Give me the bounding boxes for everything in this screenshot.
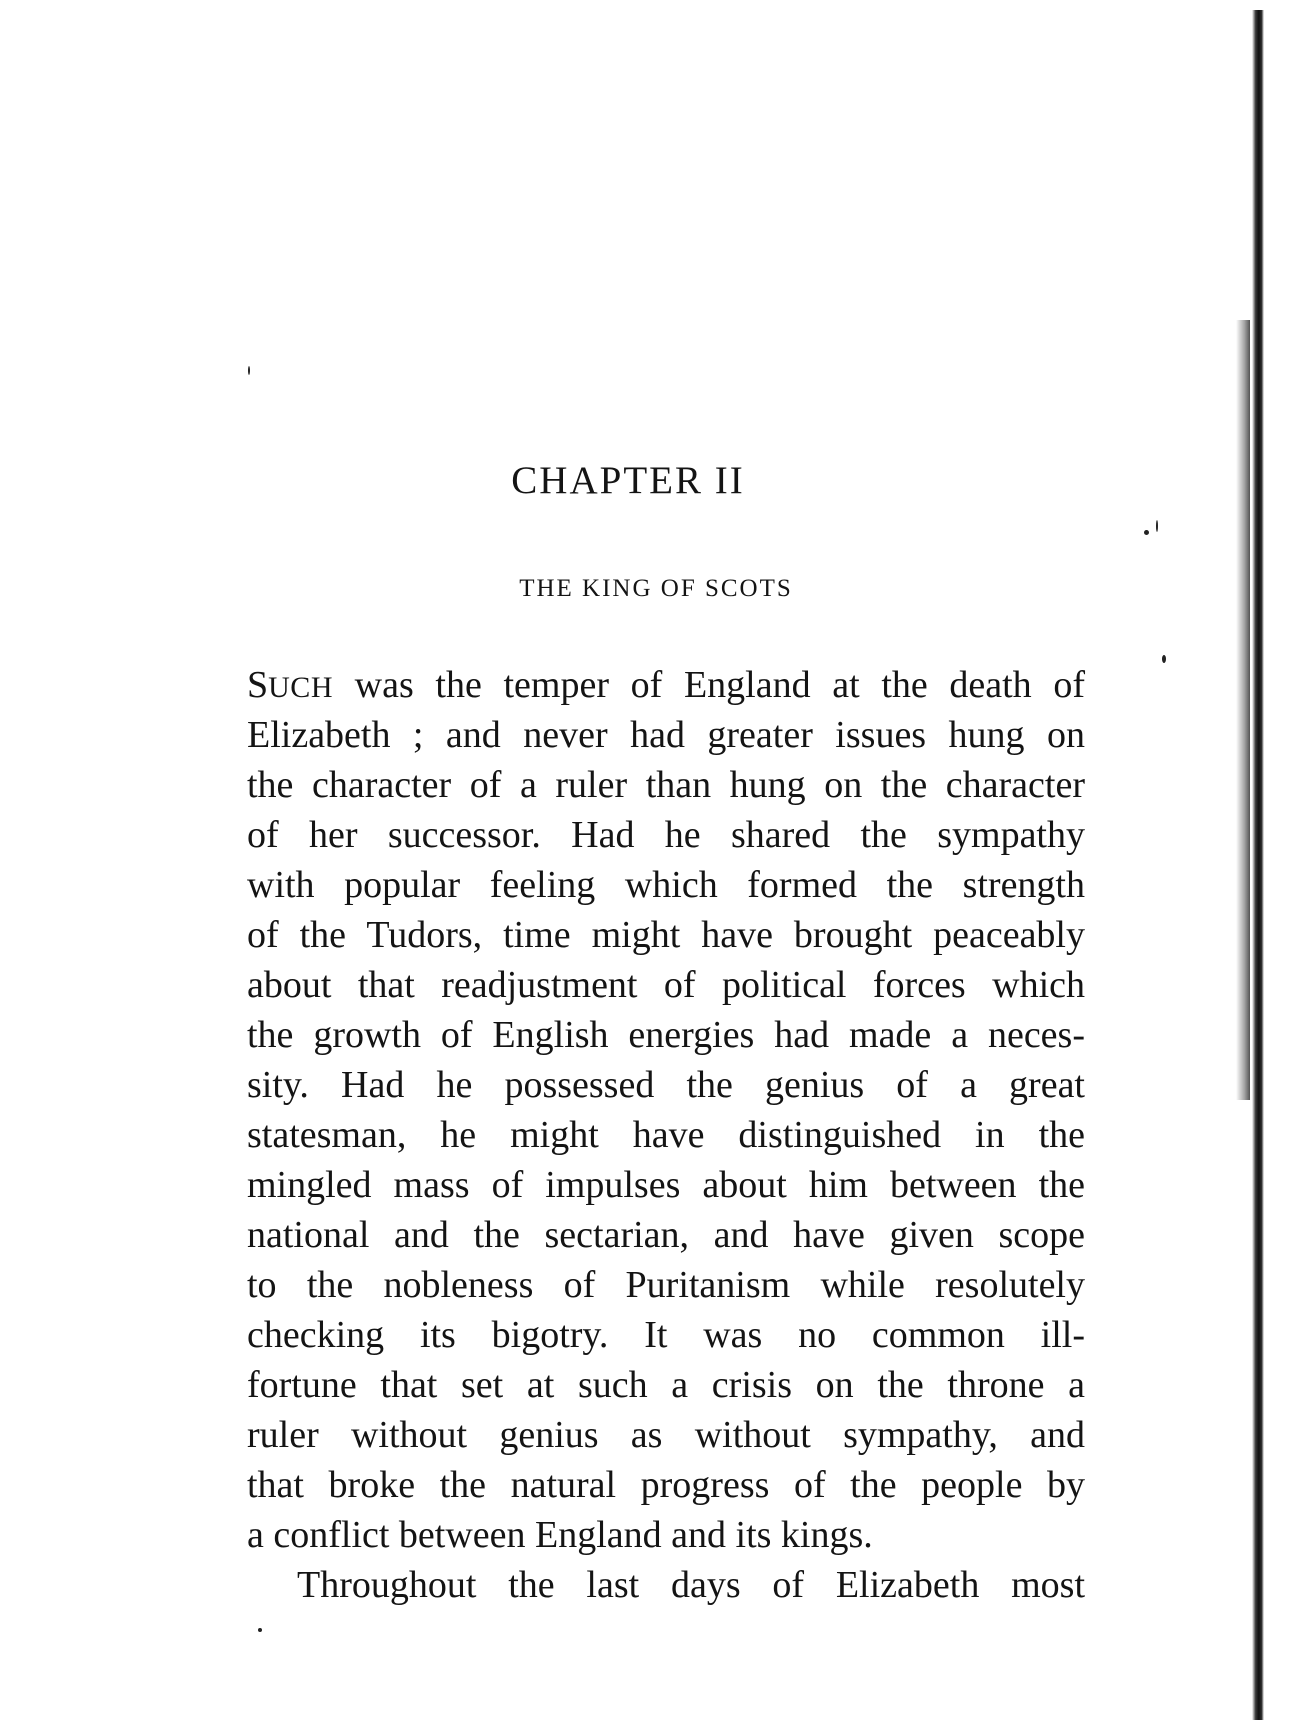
- scan-speck: [1162, 655, 1166, 663]
- paragraph-line: checking its bigotry. It was no common ill-: [247, 1314, 1085, 1356]
- small-caps-initial: S: [247, 664, 269, 706]
- scan-speck: [258, 1628, 262, 1632]
- paragraph-line: Throughout the last days of Elizabeth most: [297, 1564, 1085, 1606]
- paragraph-line: that broke the natural progress of the people by: [247, 1464, 1085, 1506]
- paragraph-line: ruler without genius as without sympathy, and: [247, 1414, 1085, 1456]
- paragraph-line: of the Tudors, time might have brought peaceably: [247, 914, 1085, 956]
- chapter-body: [247, 660, 1085, 1610]
- paragraph-line: national and the sectarian, and have given scope: [247, 1214, 1085, 1256]
- chapter-title: THE KING OF SCOTS: [519, 575, 793, 602]
- paragraph-line: Elizabeth ; and never had greater issues hung on: [247, 714, 1085, 756]
- paragraph-line: the character of a ruler than hung on the character: [247, 764, 1085, 806]
- paragraph-line: the growth of English energies had made a neces-: [247, 1014, 1085, 1056]
- paragraph-line: a conflict between England and its kings.: [247, 1514, 873, 1556]
- small-caps-rest: UCH: [268, 671, 333, 704]
- scan-page-edge: [1252, 10, 1264, 1720]
- paragraph-line-text: was the temper of England at the death of: [332, 664, 1085, 706]
- paragraph-line: sity. Had he possessed the genius of a great: [247, 1064, 1085, 1106]
- scan-speck: [248, 366, 250, 375]
- scan-edge-shadow: [1236, 320, 1250, 1100]
- paragraph-line: statesman, he might have distinguished in the: [247, 1114, 1085, 1156]
- paragraph-line: about that readjustment of political forces which: [247, 964, 1085, 1006]
- scan-speck: [1156, 520, 1158, 532]
- paragraph-line: of her successor. Had he shared the sympathy: [247, 814, 1085, 856]
- paragraph-line: mingled mass of impulses about him between the: [247, 1164, 1085, 1206]
- paragraph-line: with popular feeling which formed the strength: [247, 864, 1085, 906]
- paragraph-line: to the nobleness of Puritanism while resolutely: [247, 1264, 1085, 1306]
- paragraph-line: [247, 660, 1085, 710]
- chapter-number: CHAPTER II: [511, 459, 745, 502]
- scan-speck: [1144, 530, 1149, 535]
- paragraph-line: fortune that set at such a crisis on the throne a: [247, 1364, 1085, 1406]
